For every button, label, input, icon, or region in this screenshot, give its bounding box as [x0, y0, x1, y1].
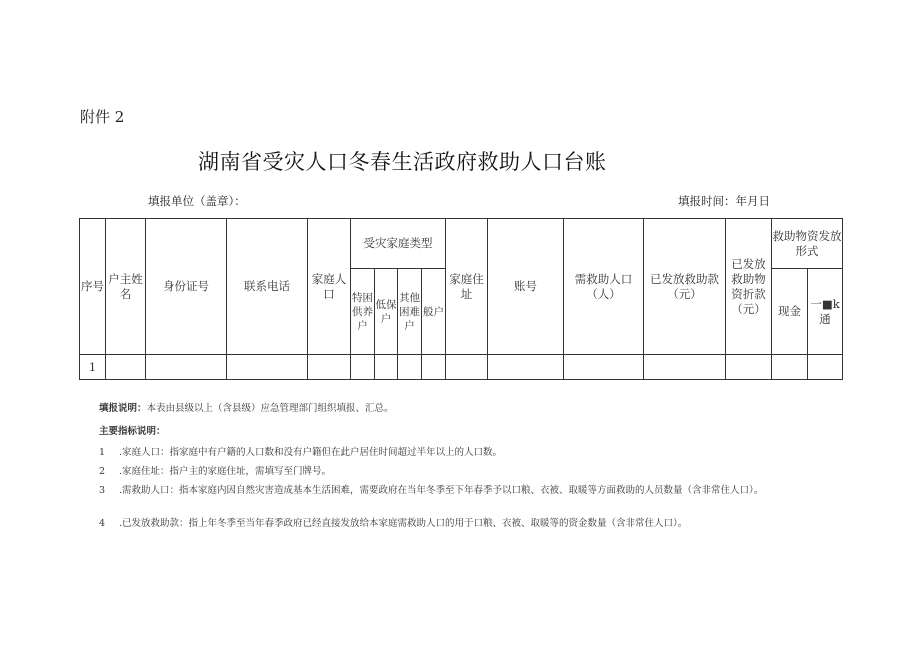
header-seq: 序号	[80, 219, 106, 355]
header-need-population: 需救助人口（人）	[564, 219, 644, 355]
row-seq: 1	[80, 355, 106, 380]
cell-account[interactable]	[488, 355, 564, 380]
header-id-number: 身份证号	[146, 219, 227, 355]
page-title: 湖南省受灾人口冬春生活政府救助人口台账	[198, 150, 607, 174]
fill-instruction	[99, 400, 394, 414]
cell-type-lowincome[interactable]	[375, 355, 398, 380]
fill-instruction-label: 填报说明：	[99, 403, 147, 414]
cell-form-other[interactable]	[808, 355, 843, 380]
fill-instruction-text: 本表由县级以上（含县级）应急管理部门组织填报、汇总。	[146, 403, 394, 414]
cell-householder[interactable]	[106, 355, 146, 380]
header-account: 账号	[488, 219, 564, 355]
fill-unit-label: 填报单位（盖章）：	[148, 194, 246, 208]
note-number: 1	[99, 447, 106, 458]
note-item-4	[99, 516, 849, 531]
header-form-other: 一■k通	[808, 269, 843, 355]
cell-material-amount[interactable]	[726, 355, 772, 380]
header-material-amount: 已发放救助物资折款（元）	[726, 219, 772, 355]
header-family-population: 家庭人口	[308, 219, 351, 355]
header-type-lowincome: 低保户	[375, 269, 398, 355]
ledger-table	[79, 218, 843, 380]
cell-address[interactable]	[446, 355, 488, 380]
header-type-special: 特困供养户	[351, 269, 375, 355]
note-number: 4	[99, 518, 106, 529]
note-number: 3	[99, 485, 106, 496]
header-form-cash: 现金	[772, 269, 808, 355]
main-indicator-heading	[99, 423, 166, 437]
header-paid-amount: 已发放救助款（元）	[644, 219, 726, 355]
note-item-2	[99, 464, 849, 479]
header-type-other: 其他困难户	[398, 269, 422, 355]
cell-need-population[interactable]	[564, 355, 644, 380]
cell-type-other[interactable]	[398, 355, 422, 380]
cell-phone[interactable]	[227, 355, 308, 380]
table-row	[80, 355, 843, 380]
note-text: .需救助人口：指本家庭内因自然灾害造成基本生活困难，需要政府在当年冬季至下年春季予以口粮、衣被、取暖等方面救助的人员数量（含非常住人口）。	[119, 485, 764, 496]
cell-family-population[interactable]	[308, 355, 351, 380]
header-householder: 户主姓名	[106, 219, 146, 355]
note-text: .已发放救助款：指上年冬季至当年春季政府已经直接发放给本家庭需救助人口的用于口粮、衣被、取暖等的资金数量（含非常住人口）。	[119, 518, 688, 529]
header-address: 家庭住址	[446, 219, 488, 355]
header-form-group: 救助物资发放形式	[772, 219, 843, 269]
main-indicator-label: 主要指标说明：	[99, 426, 166, 437]
note-text: .家庭人口：指家庭中有户籍的人口数和没有户籍但在此户居住时间超过半年以上的人口数。	[119, 447, 503, 458]
fill-time-label: 填报时间：年月日	[678, 194, 770, 208]
cell-id-number[interactable]	[146, 355, 227, 380]
cell-form-cash[interactable]	[772, 355, 808, 380]
header-family-type-group: 受灾家庭类型	[351, 219, 446, 269]
attachment-label: 附件 2	[80, 108, 125, 126]
cell-type-general[interactable]	[422, 355, 446, 380]
header-type-general: 般户	[422, 269, 446, 355]
header-phone: 联系电话	[227, 219, 308, 355]
note-text: .家庭住址：指户主的家庭住址，需填写至门牌号。	[119, 466, 332, 477]
note-item-1	[99, 445, 849, 460]
note-number: 2	[99, 466, 106, 477]
cell-paid-amount[interactable]	[644, 355, 726, 380]
cell-type-special[interactable]	[351, 355, 375, 380]
note-item-3	[99, 483, 849, 498]
